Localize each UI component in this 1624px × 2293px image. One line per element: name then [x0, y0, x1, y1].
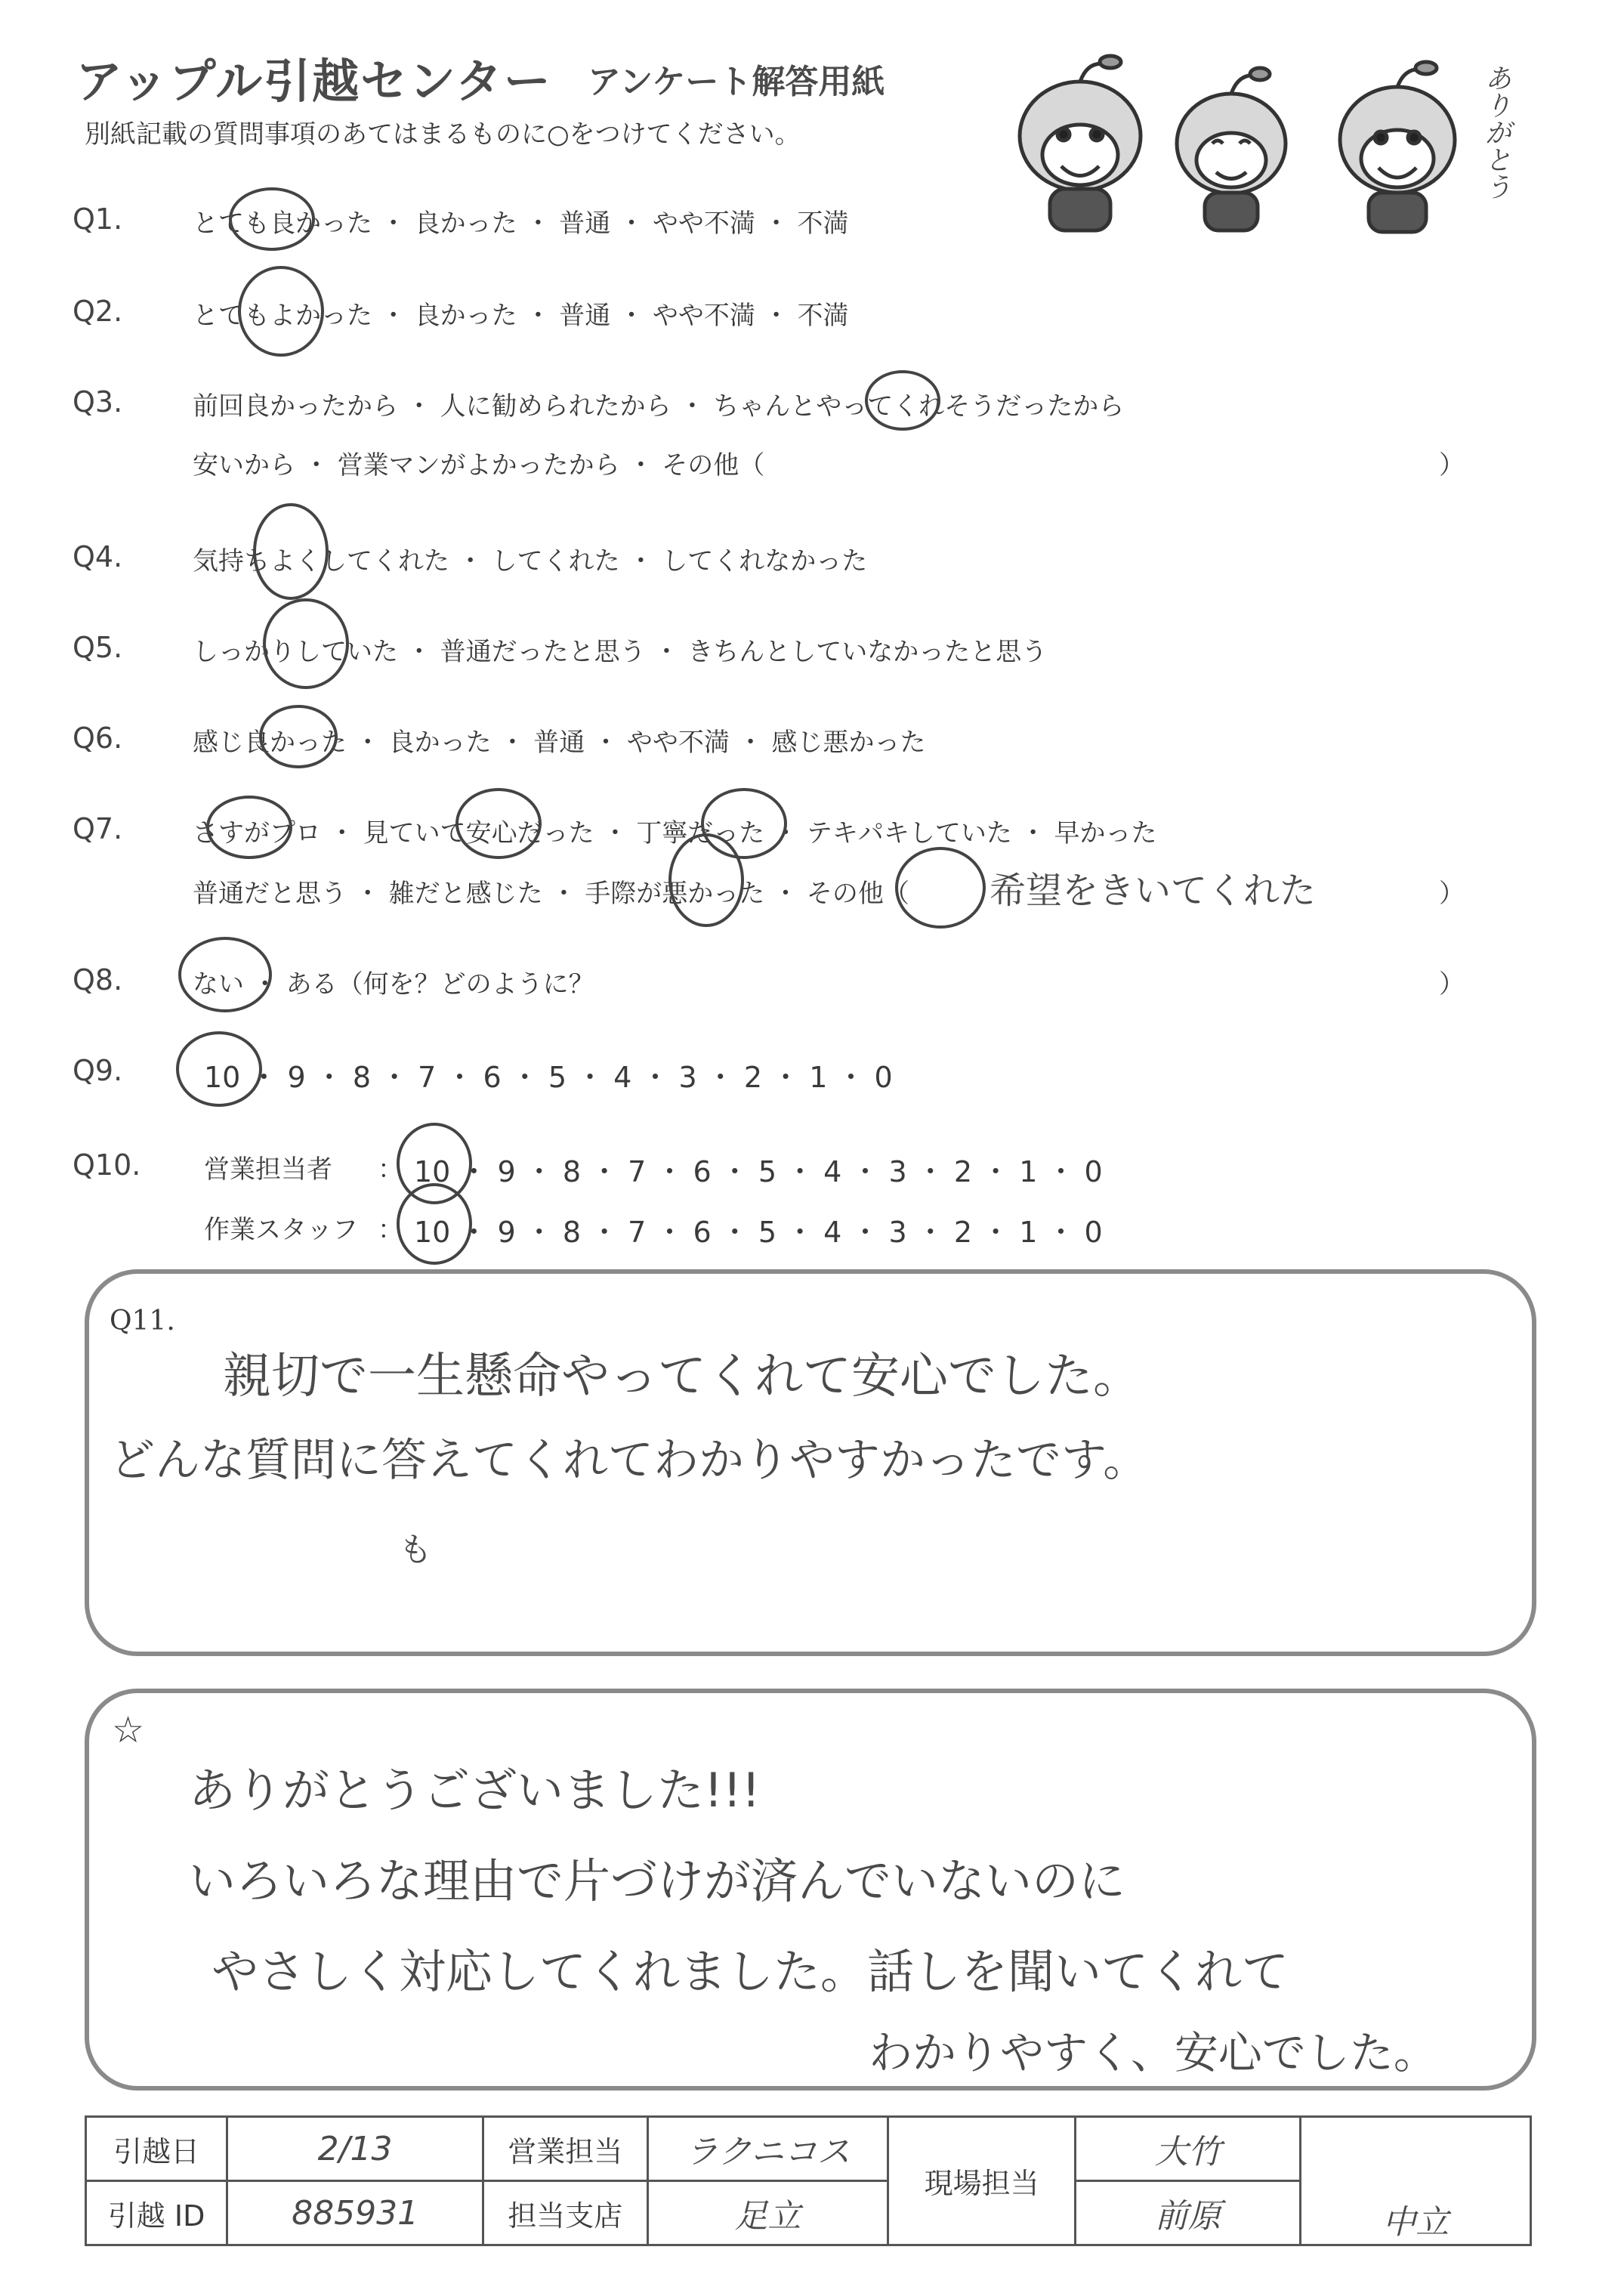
site-staff-value-3: 中立 — [1301, 2117, 1531, 2245]
q8-options: ない ・ ある（何を？どのように？ — [193, 969, 594, 1000]
move-date-label: 引越日 — [86, 2117, 227, 2181]
q2-options: とてもよかった ・ 良かった ・ 普通 ・ やや不満 ・ 不満 — [193, 301, 849, 331]
branch-label: 担当支店 — [483, 2181, 648, 2245]
q10-staff-label: 作業スタッフ — [204, 1215, 358, 1245]
q4-options: 気持ちよくしてくれた ・ してくれた ・ してくれなかった — [193, 546, 868, 576]
q10-sales-colon: ： — [378, 1154, 403, 1185]
q11-label: Q11. — [110, 1306, 175, 1337]
star-line1: ありがとうございました!!! — [189, 1763, 761, 1818]
instruction-text: 別紙記載の質問事項のあてはまるものに○をつけてください。 — [85, 119, 801, 150]
q10-sales-scale: 10 ・ 9 ・ 8 ・ 7 ・ 6 ・ 5 ・ 4 ・ 3 ・ 2 ・ 1 ・ 0 — [414, 1155, 1103, 1188]
move-id-label: 引越 ID — [86, 2181, 227, 2245]
q11-line2: どんな質問に答えてくれてわかりやすかったです。 — [110, 1434, 1149, 1487]
q11-insert-mark: も — [399, 1531, 432, 1569]
q9-label: Q9. — [73, 1054, 123, 1087]
q3-options-line2: 安いから ・ 営業マンがよかったから ・ その他（ — [193, 450, 765, 481]
q3-close-paren: ） — [1439, 450, 1465, 481]
q7-other-handwritten: 希望をきいてくれた — [990, 870, 1317, 912]
q7-options-line1: さすがプロ ・ 見ていて安心だった ・ 丁寧だった ・ テキパキしていた ・ 早かった — [193, 818, 1157, 848]
q6-options: 感じ良かった ・ 良かった ・ 普通 ・ やや不満 ・ 感じ悪かった — [193, 728, 926, 758]
branch-value: 足立 — [647, 2181, 888, 2245]
monkey-mascot-icon — [1177, 68, 1286, 230]
q1-options: とても良かった ・ 良かった ・ 普通 ・ やや不満 ・ 不満 — [193, 209, 849, 239]
q2-label: Q2. — [73, 295, 123, 328]
q6-label: Q6. — [73, 722, 123, 755]
q10-staff-colon: ： — [378, 1215, 403, 1245]
sales-staff-value: ラクニコス — [647, 2117, 888, 2181]
q11-line1: 親切で一生懸命やってくれて安心でした。 — [223, 1349, 1141, 1405]
footer-info-table — [85, 2115, 1532, 2246]
q10-staff-scale: 10 ・ 9 ・ 8 ・ 7 ・ 6 ・ 5 ・ 4 ・ 3 ・ 2 ・ 1 ・ 0 — [414, 1216, 1103, 1249]
q7-options-line2: 普通だと思う ・ 雑だと感じた ・ 手際が悪かった ・ その他（ — [193, 879, 909, 909]
form-title: アップル引越センター — [76, 54, 552, 109]
star-line2: いろいろな理由で片づけが済んでいないのに — [189, 1853, 1126, 1908]
monkey-mascot-icon — [1020, 56, 1141, 230]
q1-label: Q1. — [73, 202, 123, 236]
mascot-thanks-text: ありがとう — [1480, 64, 1511, 200]
star-label: ☆ — [112, 1709, 145, 1751]
q7-label: Q7. — [73, 812, 123, 845]
site-staff-value-2: 前原 — [1076, 2181, 1301, 2245]
q9-scale: 10 ・ 9 ・ 8 ・ 7 ・ 6 ・ 5 ・ 4 ・ 3 ・ 2 ・ 1 ・ 0 — [204, 1061, 893, 1094]
q5-options: しっかりしていた ・ 普通だったと思う ・ きちんとしていなかったと思う — [193, 637, 1048, 667]
q4-label: Q4. — [73, 540, 123, 573]
q3-label: Q3. — [73, 385, 123, 419]
q3-options-line1: 前回良かったから ・ 人に勧められたから ・ ちゃんとやってくれそうだったから — [193, 391, 1125, 422]
move-id-value: 885931 — [227, 2181, 483, 2245]
answer-circle — [897, 848, 984, 927]
star-line3: やさしく対応してくれました。話しを聞いてくれて — [211, 1944, 1289, 1999]
q7-close-paren: ） — [1439, 879, 1465, 909]
q10-sales-label: 営業担当者 — [204, 1154, 332, 1185]
move-date-value: 2/13 — [227, 2117, 483, 2181]
site-staff-label: 現場担当 — [888, 2117, 1076, 2245]
form-subtitle: アンケート解答用紙 — [588, 63, 885, 101]
site-staff-value-1: 大竹 — [1076, 2117, 1301, 2181]
q10-label: Q10. — [73, 1148, 141, 1182]
sales-staff-label: 営業担当 — [483, 2117, 648, 2181]
monkey-mascot-icon — [1340, 62, 1455, 232]
q5-label: Q5. — [73, 631, 123, 664]
q8-close-paren: ） — [1439, 969, 1465, 1000]
star-line4: わかりやすく、安心でした。 — [869, 2027, 1437, 2078]
q8-label: Q8. — [73, 963, 123, 997]
